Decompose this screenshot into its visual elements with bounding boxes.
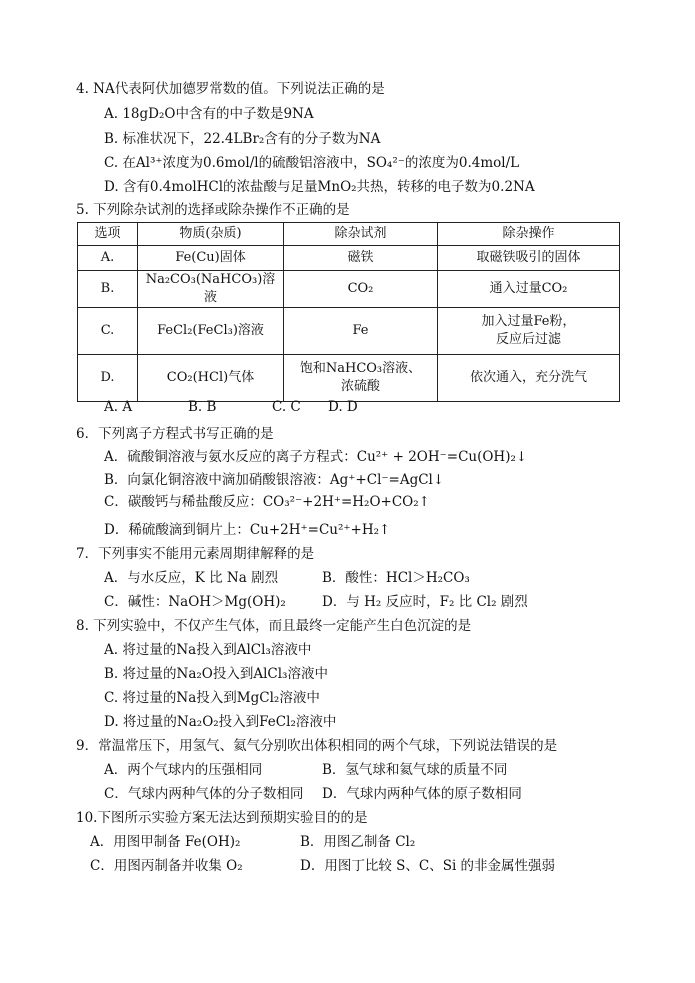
q8-option-a: A. 将过量的Na投入到AlCl₃溶液中 — [104, 642, 312, 658]
q5-row-c-operation — [438, 308, 620, 355]
q6-option-a: A．硫酸铜溶液与氨水反应的离子方程式：Cu²⁺ + 2OH⁻=Cu(OH)₂↓ — [104, 449, 528, 465]
q5-row-c-reagent: Fe — [284, 308, 438, 355]
q5-row-c-substance: FeCl₂(FeCl₃)溶液 — [138, 308, 284, 355]
q5-row-d-reagent-line2: 浓硫酸 — [340, 379, 380, 394]
q8-stem: 8. 下列实验中，不仅产生气体，而且最终一定能产生白色沉淀的是 — [76, 618, 472, 634]
q5-answer-c: C. C — [272, 399, 301, 415]
q10-option-b: B．用图乙制备 Cl₂ — [300, 834, 416, 850]
q5-row-a-substance: Fe(Cu)固体 — [138, 246, 284, 271]
q7-option-b: B．酸性：HCl＞H₂CO₃ — [322, 570, 470, 586]
q5-header-option: 选项 — [78, 223, 138, 246]
q5-row-a-option: A. — [78, 246, 138, 271]
q5-header-reagent: 除杂试剂 — [284, 223, 438, 246]
table-row — [78, 246, 620, 271]
q5-row-c-option: C. — [78, 308, 138, 355]
q9-option-d: D．气球内两种气体的原子数相同 — [322, 786, 522, 802]
q5-row-b-reagent: CO₂ — [284, 271, 438, 308]
q5-answer-b: B. B — [188, 399, 217, 415]
q7-option-d: D．与 H₂ 反应时，F₂ 比 Cl₂ 剧烈 — [322, 594, 528, 610]
q5-row-d-option: D. — [78, 355, 138, 402]
q7-option-c: C．碱性：NaOH＞Mg(OH)₂ — [104, 594, 286, 610]
q9-stem: 9．常温常压下，用氢气、氦气分别吹出体积相同的两个气球，下列说法错误的是 — [76, 738, 558, 754]
q9-option-b: B．氢气球和氦气球的质量不同 — [322, 762, 508, 778]
q5-header-operation: 除杂操作 — [438, 223, 620, 246]
q5-row-a-operation: 取磁铁吸引的固体 — [438, 246, 620, 271]
q8-option-d: D. 将过量的Na₂O₂投入到FeCl₂溶液中 — [104, 714, 337, 730]
q5-row-b-operation: 通入过量CO₂ — [438, 271, 620, 308]
q5-row-a-reagent: 磁铁 — [284, 246, 438, 271]
q5-row-b-substance: Na₂CO₃(NaHCO₃)溶液 — [138, 271, 284, 308]
q8-option-c: C. 将过量的Na投入到MgCl₂溶液中 — [104, 690, 320, 706]
q5-row-c-operation-line1: 加入过量Fe粉， — [481, 314, 576, 329]
q10-option-c: C．用图丙制备并收集 O₂ — [90, 858, 243, 874]
q7-stem: 7．下列事实不能用元素周期律解释的是 — [76, 546, 315, 562]
q4-option-a: A. 18gD₂O中含有的中子数是9NA — [104, 106, 314, 122]
q6-option-d: D．稀硫酸滴到铜片上：Cu+2H⁺=Cu²⁺+H₂↑ — [104, 522, 391, 538]
q6-option-c: C．碳酸钙与稀盐酸反应：CO₃²⁻+2H⁺=H₂O+CO₂↑ — [104, 494, 430, 510]
q5-row-d-reagent-line1: 饱和NaHCO₃溶液、 — [299, 361, 422, 376]
q9-option-a: A．两个气球内的压强相同 — [104, 762, 263, 778]
q5-table-header — [78, 223, 620, 246]
q5-stem: 5. 下列除杂试剂的选择或除杂操作不正确的是 — [76, 202, 350, 218]
q4-option-d: D. 含有0.4molHCl的浓盐酸与足量MnO₂共热，转移的电子数为0.2NA — [104, 179, 535, 195]
q5-row-d-substance: CO₂(HCl)气体 — [138, 355, 284, 402]
table-row — [78, 355, 620, 402]
q5-answer-d: D. D — [328, 399, 358, 415]
q9-option-c: C．气球内两种气体的分子数相同 — [104, 786, 304, 802]
q6-stem: 6．下列离子方程式书写正确的是 — [76, 426, 274, 442]
q5-row-c-operation-line2: 反应后过滤 — [495, 332, 561, 347]
table-row — [78, 308, 620, 355]
q7-option-a: A．与水反应，K 比 Na 剧烈 — [104, 570, 279, 586]
q5-row-b-option: B. — [78, 271, 138, 308]
q10-option-d: D．用图丁比较 S、C、Si 的非金属性强弱 — [300, 858, 556, 874]
q4-option-c: C. 在Al³⁺浓度为0.6mol/l的硫酸铝溶液中，SO₄²⁻的浓度为0.4mol/L — [104, 155, 520, 171]
q5-row-d-reagent — [284, 355, 438, 402]
q8-option-b: B. 将过量的Na₂O投入到AlCl₃溶液中 — [104, 666, 328, 682]
q5-answer-a: A. A — [104, 399, 133, 415]
table-row — [78, 271, 620, 308]
q10-stem: 10.下图所示实验方案无法达到预期实验目的的是 — [76, 810, 368, 826]
q5-table — [77, 222, 620, 402]
q5-row-d-operation: 依次通入，充分洗气 — [438, 355, 620, 402]
q10-option-a: A．用图甲制备 Fe(OH)₂ — [90, 834, 241, 850]
q4-option-b: B. 标准状况下，22.4LBr₂含有的分子数为NA — [104, 131, 381, 147]
q5-header-substance: 物质(杂质) — [138, 223, 284, 246]
q6-option-b: B．向氯化铜溶液中滴加硝酸银溶液：Ag⁺+Cl⁻=AgCl↓ — [104, 472, 445, 488]
q4-stem: 4. NA代表阿伏加德罗常数的值。下列说法正确的是 — [76, 81, 385, 97]
